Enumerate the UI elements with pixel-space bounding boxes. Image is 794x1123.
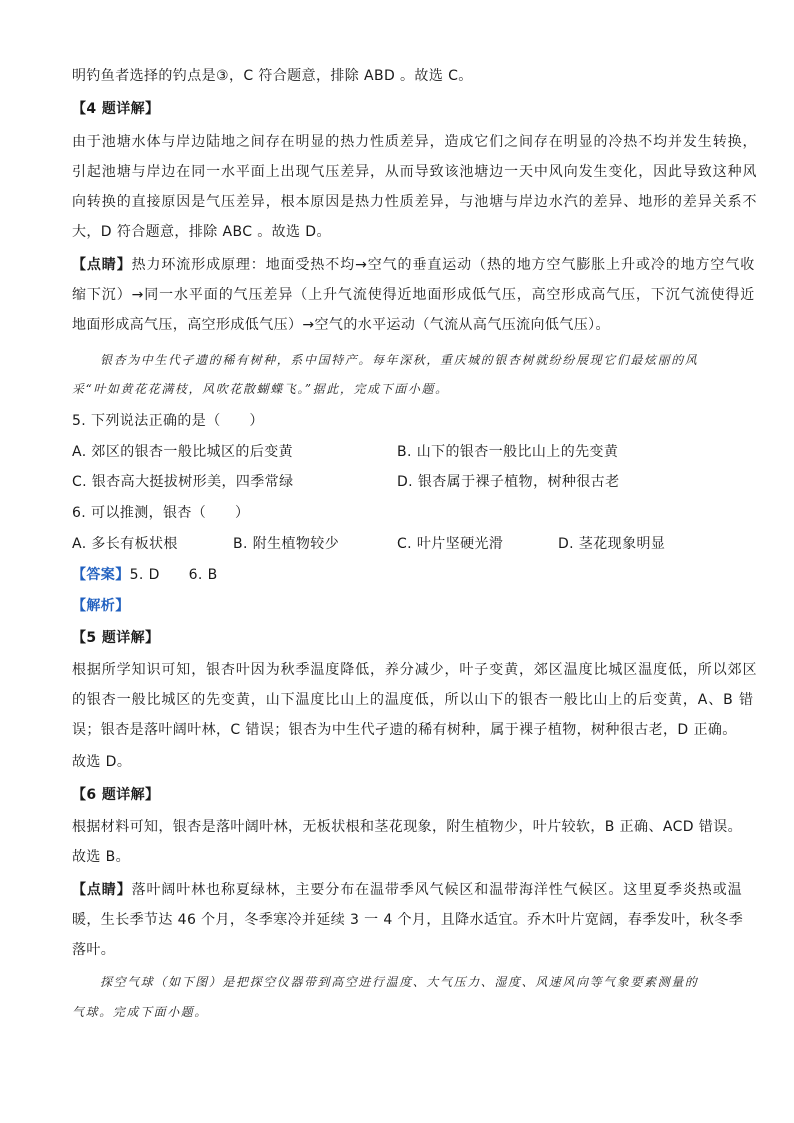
- option-6a: A. 多长有板状根: [72, 536, 178, 552]
- paragraph-text: 明钓鱼者选择的钓点是③，C 符合题意，排除 ABD 。故选 C。: [72, 68, 473, 84]
- question-stem-5: 5. 下列说法正确的是（ ）: [72, 413, 264, 429]
- section-heading-q5: 【5 题详解】: [72, 630, 160, 646]
- option-6b: B. 附生植物较少: [233, 536, 340, 552]
- paragraph-text: 落叶。: [72, 942, 116, 958]
- option-5a: A. 郊区的银杏一般比城区的后变黄: [72, 444, 294, 460]
- tip-text: 落叶阔叶林也称夏绿林，主要分布在温带季风气候区和温带海洋性气候区。这里夏季炎热或温: [131, 882, 743, 898]
- paragraph-text: 由于池塘水体与岸边陆地之间存在明显的热力性质差异，造成它们之间存在明显的冷热不均并发生转换，: [72, 134, 758, 150]
- answer-line: [72, 565, 218, 585]
- paragraph-text: 根据材料可知，银杏是落叶阔叶林，无板状根和茎花现象，附生植物少，叶片较软，B 正确、ACD 错误。: [72, 819, 742, 835]
- paragraph-text: 大，D 符合题意，排除 ABC 。故选 D。: [72, 224, 331, 240]
- paragraph-text: 缩下沉）→同一水平面的气压差异（上升气流使得近地面形成低气压，高空形成高气压，下沉气流使得近: [72, 287, 756, 303]
- analysis-label: 【解析】: [72, 598, 130, 614]
- material-text: 探空气球（如下图）是把探空仪器带到高空进行温度、大气压力、湿度、风速风向等气象要素测量的: [100, 975, 699, 989]
- paragraph-text: 暖，生长季节达 46 个月，冬季寒冷并延续 3 一 4 个月，且降水适宜。乔木叶片宽阔，春季发叶，秋冬季: [72, 912, 744, 928]
- material-text: 银杏为中生代孑遗的稀有树种，系中国特产。每年深秋，重庆城的银杏树就纷纷展现它们最炫丽的风: [100, 353, 699, 367]
- material-text: 采“叶如黄花花满枝，风吹花散蝴蝶飞。”据此，完成下面小题。: [72, 382, 449, 396]
- paragraph-text: 地面形成高气压，高空形成低气压）→空气的水平运动（气流从高气压流向低气压）。: [72, 317, 610, 333]
- paragraph-text: 引起池塘与岸边在同一水平面上出现气压差异，从而导致该池塘边一天中风向发生变化，因此导致这种风: [72, 164, 758, 180]
- section-heading-q6: 【6 题详解】: [72, 787, 160, 803]
- paragraph-text: 根据所学知识可知，银杏叶因为秋季温度降低，养分减少，叶子变黄，郊区温度比城区温度低，所以郊区: [72, 662, 758, 678]
- option-6c: C. 叶片坚硬光滑: [397, 536, 504, 552]
- paragraph-text: 故选 D。: [72, 754, 132, 770]
- answer-value: 5. D 6. B: [129, 567, 218, 583]
- option-5d: D. 银杏属于裸子植物，树种很古老: [397, 474, 620, 490]
- tip-label: 【点睛】: [72, 257, 132, 273]
- option-6d: D. 茎花现象明显: [558, 536, 666, 552]
- tip-paragraph: [72, 255, 755, 275]
- tip-text: 热力环流形成原理：地面受热不均→空气的垂直运动（热的地方空气膨胀上升或冷的地方空气收: [131, 257, 756, 273]
- answer-label: 【答案】: [72, 567, 130, 583]
- paragraph-text: 误；银杏是落叶阔叶林，C 错误；银杏为中生代孑遗的稀有树种，属于裸子植物，树种很古老，D 正确。: [72, 722, 737, 738]
- option-5b: B. 山下的银杏一般比山上的先变黄: [397, 444, 619, 460]
- paragraph-text: 的银杏一般比城区的先变黄，山下温度比山上的温度低，所以山下的银杏一般比山上的后变黄，A、B 错: [72, 692, 754, 708]
- question-stem-6: 6. 可以推测，银杏（ ）: [72, 505, 250, 521]
- paragraph-text: 故选 B。: [72, 849, 131, 865]
- paragraph-text: 向转换的直接原因是气压差异，根本原因是热力性质差异，与池塘与岸边水汽的差异、地形的差异关系不: [72, 194, 758, 210]
- material-text: 气球。完成下面小题。: [72, 1005, 209, 1019]
- section-heading-q4: 【4 题详解】: [72, 101, 160, 117]
- option-5c: C. 银杏高大挺拔树形美，四季常绿: [72, 474, 294, 490]
- tip-label: 【点睛】: [72, 882, 132, 898]
- tip-paragraph: [72, 880, 743, 900]
